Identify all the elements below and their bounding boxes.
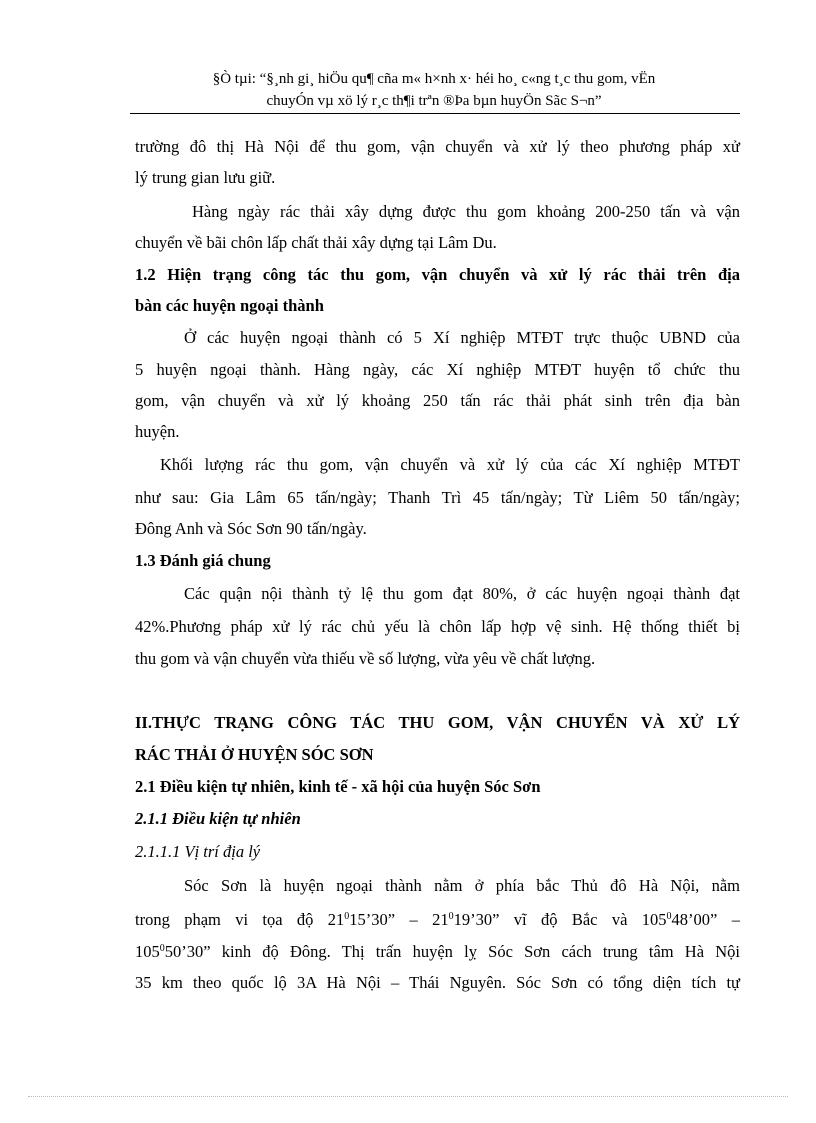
body-line: huyện. <box>135 422 180 441</box>
body-line: gom, vận chuyển và xử lý khoảng 250 tấn rác thải phát sinh trên địa bàn <box>135 391 740 410</box>
body-line: lý trung gian lưu giữ. <box>135 168 276 187</box>
longitude-line: $105^050’30$” kinh độ Đông. Thị trấn huyện lỵ Sóc Sơn cách trung tâm Hà Nội <box>135 942 740 961</box>
body-line: 42%.Phương pháp xử lý rác chủ yếu là chôn lấp hợp vệ sinh. Hệ thống thiết bị <box>135 617 740 636</box>
section-heading: bàn các huyện ngoại thành <box>135 296 324 315</box>
coordinates-line: trong phạm vi tọa độ $21^015’30$” – $21^019’30$” vĩ độ Bắc và $105^048’00$” – <box>135 910 740 929</box>
section-heading: 1.3 Đánh giá chung <box>135 551 271 570</box>
body-line: Sóc Sơn là huyện ngoại thành nằm ở phía bắc Thủ đô Hà Nội, nằm <box>184 876 740 895</box>
body-line: như sau: Gia Lâm 65 tấn/ngày; Thanh Trì 45 tấn/ngày; Từ Liêm 50 tấn/ngày; <box>135 488 740 507</box>
body-line: 5 huyện ngoại thành. Hàng ngày, các Xí nghiệp MTĐT huyện tổ chức thu <box>135 360 740 379</box>
body-line: Hàng ngày rác thải xây dựng được thu gom khoảng 200-250 tấn và vận <box>192 202 740 221</box>
body-line: 35 km theo quốc lộ 3A Hà Nội – Thái Nguyên. Sóc Sơn có tổng diện tích tự <box>135 973 740 992</box>
section-heading: II.THỰC TRẠNG CÔNG TÁC THU GOM, VẬN CHUYỂN VÀ XỬ LÝ <box>135 713 740 732</box>
body-line: thu gom và vận chuyển vừa thiếu về số lượng, vừa yêu về chất lượng. <box>135 649 596 668</box>
section-heading: 2.1 Điều kiện tự nhiên, kinh tế - xã hội của huyện Sóc Sơn <box>135 777 541 796</box>
section-heading: RÁC THẢI Ở HUYỆN SÓC SƠN <box>135 745 374 764</box>
document-header <box>130 68 738 112</box>
body-line: Ở các huyện ngoại thành có 5 Xí nghiệp MTĐT trực thuộc UBND của <box>184 328 740 347</box>
section-heading: 1.2 Hiện trạng công tác thu gom, vận chuyển và xử lý rác thải trên địa <box>135 265 740 284</box>
header-line-2: chuyÓn vµ xö lý r¸c th¶i trªn ®Þa bµn huyÖn Sãc S¬n” <box>266 93 602 109</box>
body-line: chuyển về bãi chôn lấp chất thải xây dựng tại Lâm Du. <box>135 233 497 252</box>
header-divider <box>130 113 740 114</box>
body-line: trường đô thị Hà Nội để thu gom, vận chuyển và xử lý theo phương pháp xử <box>135 137 740 156</box>
header-line-1: §Ò tµi: “§¸nh gi¸ hiÖu qu¶ cña m« h×nh x· héi ho¸ c«ng t¸c thu gom, vËn <box>212 71 656 87</box>
subsection-heading: 2.1.1 Điều kiện tự nhiên <box>135 809 301 828</box>
subsubsection-heading: 2.1.1.1 Vị trí địa lý <box>135 842 261 861</box>
page-bottom-divider <box>28 1096 788 1097</box>
body-line: Các quận nội thành tỷ lệ thu gom đạt 80%, ở các huyện ngoại thành đạt <box>184 584 740 603</box>
body-line: Khối lượng rác thu gom, vận chuyển và xử lý của các Xí nghiệp MTĐT <box>160 455 740 474</box>
body-line: Đông Anh và Sóc Sơn 90 tấn/ngày. <box>135 519 367 538</box>
